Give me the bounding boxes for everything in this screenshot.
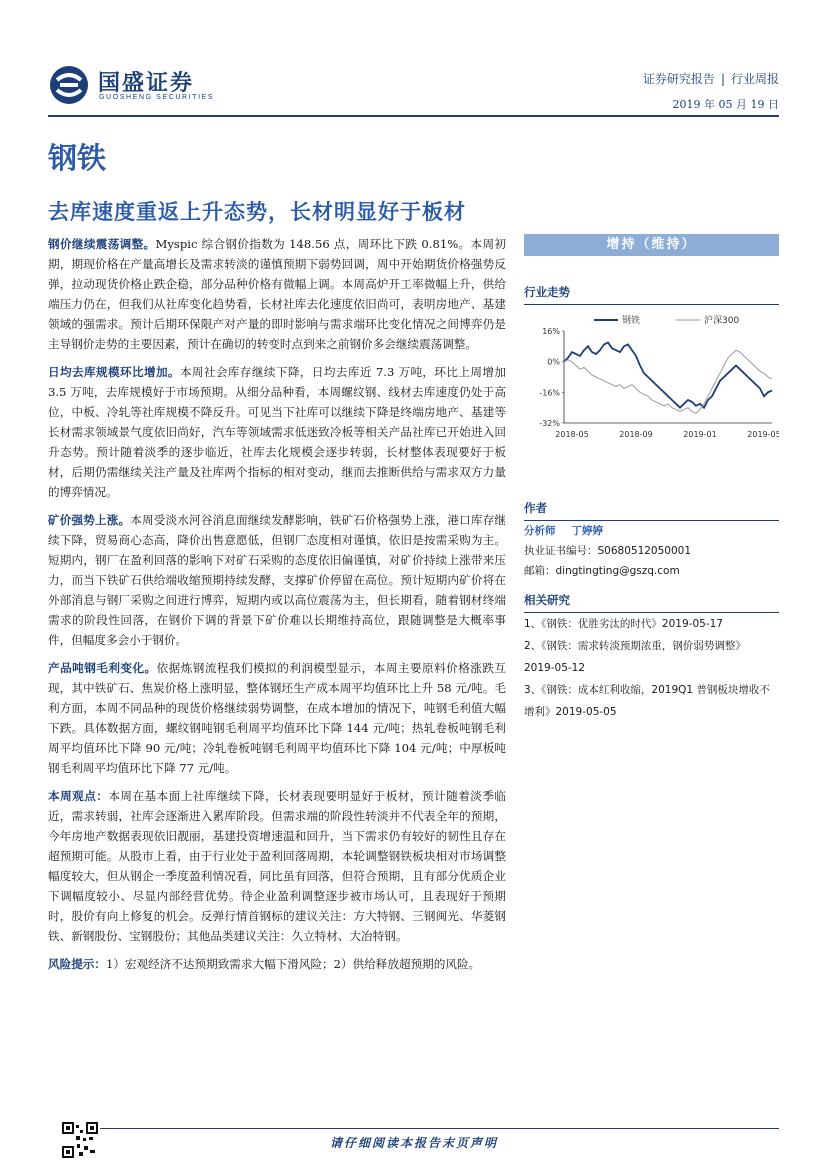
trend-title: 行业走势 [524,284,779,305]
footer-divider [100,1128,779,1129]
author-section [524,500,779,581]
paragraph-lead: 矿价强势上涨。 [48,513,131,527]
footer-disclaimer: 请仔细阅读本报告末页声明 [330,1136,499,1150]
paragraph [48,954,506,974]
author-title: 作者 [524,500,779,521]
x-tick-label: 2018-09 [619,430,653,439]
paragraph [48,510,506,650]
header-divider [48,115,779,117]
author-email: 邮箱：dingtingting@gszq.com [524,565,680,577]
report-headline: 去库速度重返上升态势，长材明显好于板材 [48,199,466,224]
x-tick-label: 2018-05 [555,430,589,439]
paragraph [48,234,506,354]
paragraph [48,786,506,946]
logo-text: 国盛证券 [98,71,195,96]
paragraph-body: 依据炼钢流程我们模拟的利润模型显示，本周主要原料价格涨跌互现，其中铁矿石、焦炭价格上涨明显，整体钢坯生产成本周平均值环比上升 58 元/吨。毛利方面，本周不同品种的现货价格继续弱势调整，在成本增加的情况下，吨钢毛利值大幅下跌。具体数据方面，螺纹钢吨钢毛利周平均值环比下降 144 元/吨；热轧卷板吨钢毛利周平均值环比下降 90 元/吨；冷轧卷板吨钢毛利周平均值环比下降 104 元/吨；中厚板吨钢毛利周平均值环比下降 77 元/吨。 [48,661,507,775]
company-logo [48,64,218,106]
industry-title: 钢铁 [48,141,107,175]
author-info [524,521,779,541]
y-tick-label: 0% [547,357,560,367]
paragraph-body: 本周受淡水河谷消息面继续发酵影响，铁矿石价格强势上涨，港口库存继续下降，贸易商心态高，降价出售意愿低，但钢厂态度相对谨慎，依旧是按需采购为主。短期内，钢厂在盈利回落的影响下对矿石采购的态度依旧偏谨慎，对矿价持续上涨带来压力，而当下铁矿石供给端收缩预期持续发酵，支撑矿价停留在高位。预计短期内矿价将在外部消息与钢厂采购之间进行博弈，短期内或以高位震荡为主，但长期看，随着钢材终端需求的阶段性回落，在钢价下调的背景下矿价难以长期维持高位，跟随调整是大概率事件，但幅度多会小于钢价。 [48,513,506,647]
paragraph-body: 本周在基本面上社库继续下降，长材表现要明显好于板材，预计随着淡季临近，需求转弱，社库会逐渐进入累库阶段。但需求端的阶段性转淡并不代表全年的预期，今年房地产数据表现依旧靓丽，基建投资增速温和回升，当下需求仍有较好的韧性且存在超预期可能。从股市上看，由于行业处于盈利回落周期，本轮调整钢铁板块相对市场调整幅度较大，但从钢企一季度盈利情况看，同比虽有回落，但符合预期，且有部分优质企业下调幅度较小、尽显内部经营优势。待企业盈利调整逐步被市场认可，且表现好于预期时，股价有向上修复的机会。反弹行情首钢标的建议关注：方大特钢、三钢闽光、华菱钢铁、新钢股份、宝钢股份；其他品类建议关注：久立特材、大冶特钢。 [48,789,506,943]
qr-code-icon [62,1122,98,1158]
related-section [524,592,779,723]
paragraph-lead: 风险提示： [48,957,106,971]
paragraph-lead: 本周观点： [48,789,109,803]
paragraph-body: 本周社会库存继续下降，日均去库近 7.3 万吨，环比上周增加 3.5 万吨，去库规模好于市场预期。从细分品种看，本周螺纹钢、线材去库速度仍处于高位，中板、冷轧等社库规模不降反升。可见当下社库可以继续下降是终端房地产、基建等长材需求领域景气度依旧尚好，汽车等领域需求低迷致冷板等相关产品社库已开始进入回升态势。预计随着淡季的逐步临近，社库去化规模会逐步转弱，长材整体表现要好于板材，后期仍需继续关注产量及社库两个指标的相对变动，继而去推断供给与需求双方力量的博弈情况。 [48,365,506,499]
author-role: 分析师 [524,525,556,537]
x-tick-label: 2019-05 [747,430,779,439]
y-tick-label: -16% [539,388,560,398]
x-tick-label: 2019-01 [683,430,717,439]
paragraph [48,362,506,502]
related-item-date: 2019-05-12 [524,662,586,674]
author-license: 执业证书编号：S0680512050001 [524,545,692,557]
separator: | [720,72,725,86]
author-name: 丁婷婷 [571,525,603,537]
related-item[interactable]: 1、《钢铁：优胜劣汰的时代》2019-05-17 [524,618,723,630]
rating-badge: 增持（维持） [524,234,779,256]
series-line [564,350,772,413]
report-type-main: 证券研究报告 [642,72,715,86]
trend-chart [524,313,779,443]
related-item[interactable]: 2、《钢铁：需求转淡预期浓重，钢价弱势调整》 [524,640,746,652]
sidebar [524,234,779,718]
related-item[interactable]: 3、《钢铁：成本红利收缩，2019Q1 普钢板块增收不增利》2019-05-05 [524,684,770,718]
y-tick-label: -32% [539,419,560,428]
legend-label: 钢铁 [622,316,641,326]
chart-svg [524,313,779,443]
paragraph-body: Myspic 综合钢价指数为 148.56 点，周环比下跌 0.81%。本周初期，期现价格在产量高增长及需求转淡的谨慎预期下弱势回调，周中开始期货价格强势反弹，拉动现货价格止跌企稳，部分品种价格有微幅上调。本周高炉开工率微幅上升，供给端压力仍在，但我们从社库变化趋势看，长材社库去化速度依旧尚可，表明房地产、基建领域的强需求。预计后期环保限产对产量的即时影响与需求端环比变化情况之间博弈仍是主导钢价走势的主要因素，预计在确切的转变时点到来之前钢价多会继续震荡调整。 [48,237,506,351]
legend-label: 沪深300 [704,316,740,326]
report-date: 2019 年 05 月 19 日 [672,98,779,111]
logo-icon [48,64,90,106]
report-type [643,70,779,87]
paragraph-body: 1）宏观经济不达预期致需求大幅下滑风险；2）供给释放超预期的风险。 [105,957,481,971]
main-content [48,234,506,982]
paragraph-lead: 钢价继续震荡调整。 [48,237,156,251]
related-title: 相关研究 [524,592,779,613]
paragraph-lead: 日均去库规模环比增加。 [48,365,180,379]
paragraph [48,658,506,778]
logo-subtext: GUOSHENG SECURITIES [99,94,215,101]
paragraph-lead: 产品吨钢毛利变化。 [48,661,157,675]
report-type-sub: 行业周报 [730,72,779,86]
y-tick-label: 16% [542,327,560,336]
